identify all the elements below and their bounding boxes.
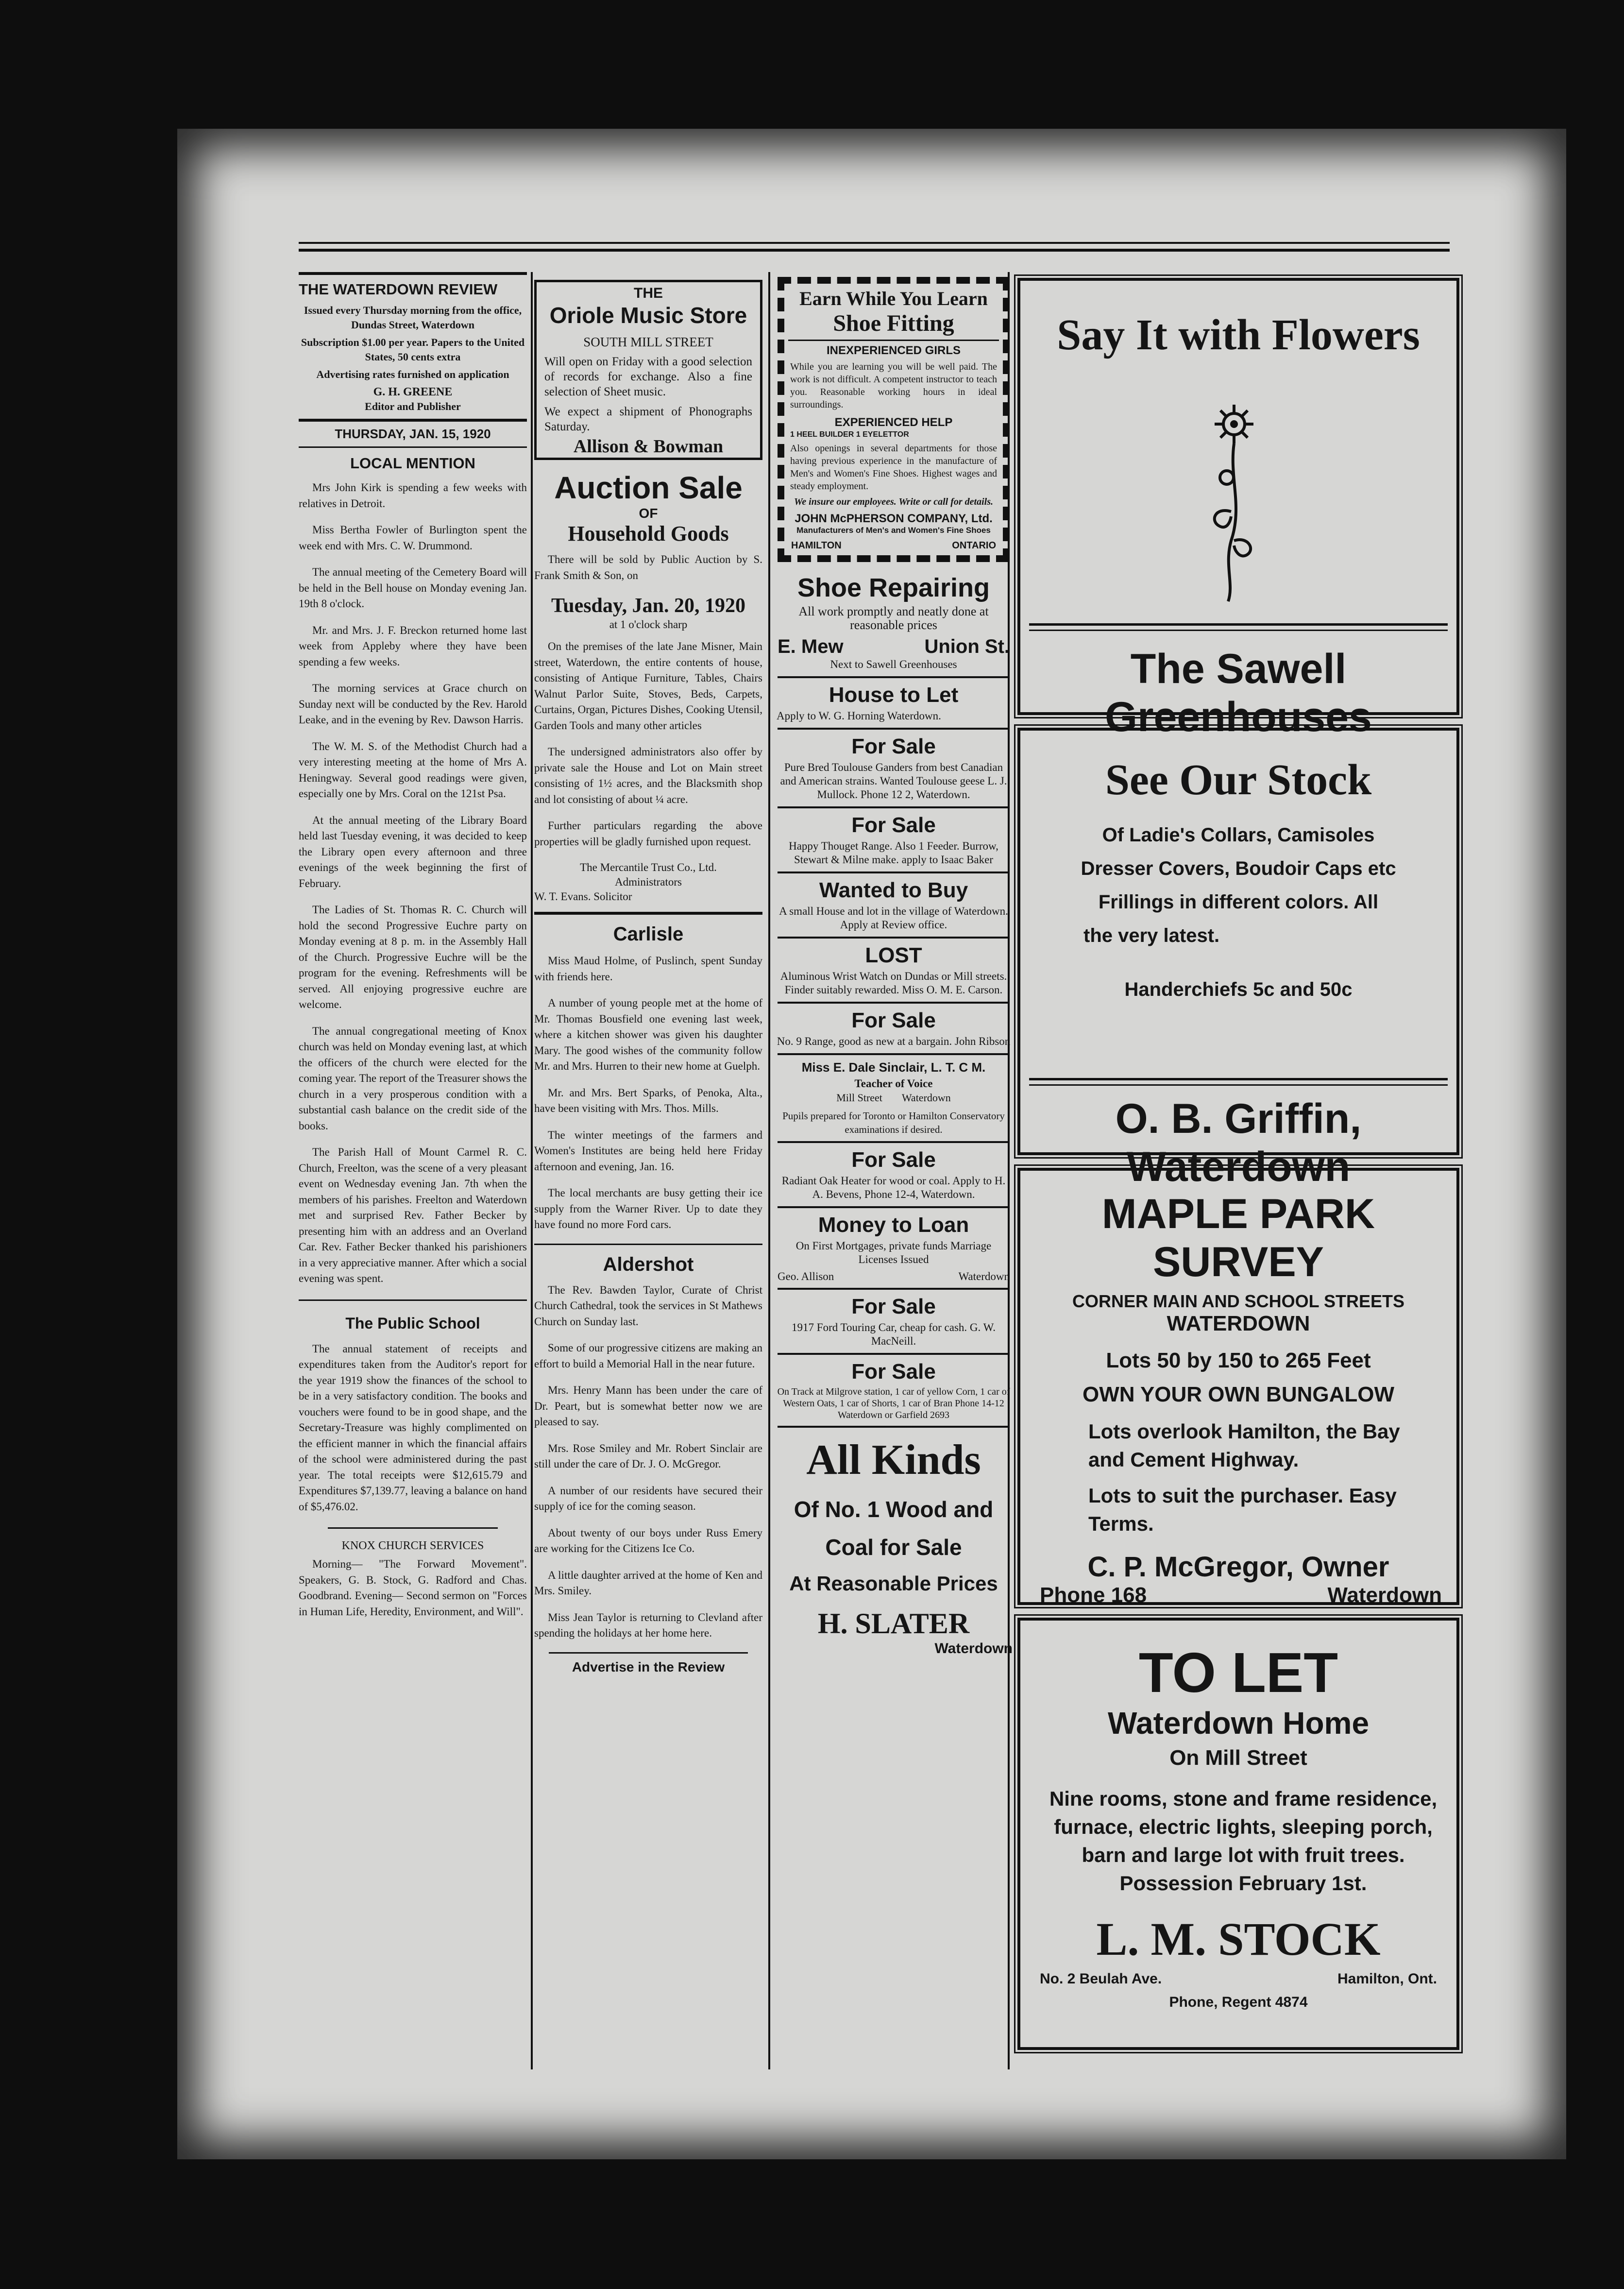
- top-rule-thick: [299, 249, 1450, 252]
- oriole-owners: Allison & Bowman: [573, 436, 724, 457]
- oriole-name: Oriole Music Store: [549, 303, 747, 328]
- stock-price: Handerchiefs 5c and 50c: [1124, 979, 1353, 1000]
- news-item: Miss Bertha Fowler of Burlington spent the week end with Mrs. C. W. Drummond.: [299, 524, 527, 552]
- loan-name: Geo. Allison: [778, 1270, 834, 1282]
- auction-trust: The Mercantile Trust Co., Ltd.: [580, 861, 717, 873]
- issue-date: THURSDAY, JAN. 15, 1920: [335, 427, 491, 441]
- aldershot-item: Mrs. Rose Smiley and Mr. Robert Sinclair are still under the care of Dr. J. O. McGregor.: [534, 1442, 762, 1470]
- classified-text: Radiant Oak Heater for wood or coal. Apply to H. A. Bevens, Phone 12-4, Waterdown.: [781, 1175, 1006, 1200]
- column-2: [534, 272, 762, 1675]
- auction-subtitle: Household Goods: [568, 522, 729, 546]
- slater-line: Of No. 1 Wood and: [794, 1497, 994, 1522]
- classified-text: No. 9 Range, good as new at a bargain. John Ribson: [777, 1035, 1011, 1047]
- to-let-address: No. 2 Beulah Ave.: [1040, 1971, 1162, 1987]
- aldershot-item: The Rev. Bawden Taylor, Curate of Christ Church Cathedral, took the services in St Mathews Church on Sunday last.: [534, 1283, 762, 1328]
- editor-role: Editor and Publisher: [365, 400, 461, 412]
- auction-solicitor: W. T. Evans. Solicitor: [534, 890, 632, 903]
- oriole-the: THE: [634, 285, 663, 301]
- maple-owner: C. P. McGregor, Owner: [1087, 1551, 1389, 1583]
- stock-line: Frillings in different colors. All: [1098, 891, 1379, 913]
- loan-town: Waterdown: [958, 1270, 1010, 1282]
- masthead-title: THE WATERDOWN REVIEW: [299, 281, 498, 298]
- classified-text: On First Mortgages, private funds Marriage Licenses Issued: [795, 1240, 992, 1265]
- classified-text: 1917 Ford Touring Car, cheap for cash. G. W. MacNeill.: [792, 1321, 996, 1347]
- auction-of: OF: [639, 506, 658, 521]
- stock-title: See Our Stock: [1105, 756, 1372, 804]
- top-rule: [299, 242, 1450, 244]
- news-item: The W. M. S. of the Methodist Church had a very interesting meeting at the home of Mrs A. Heningway. Several good readings were given, especially one by Mrs. Coral on the 121st Psa.: [299, 740, 527, 800]
- auction-intro: There will be sold by Public Auction by S. Frank Smith & Son, on: [534, 553, 762, 581]
- aldershot-item: About twenty of our boys under Russ Emery are working for the Citizens Ice Co.: [534, 1526, 762, 1554]
- column-1: [299, 272, 527, 1630]
- news-item: Mr. and Mrs. J. F. Breckon returned home last week from Appleby where they have been spending a few weeks.: [299, 624, 527, 668]
- carlisle-item: Mr. and Mrs. Bert Sparks, of Penoka, Alta., have been visiting with Mrs. Thos. Mills.: [534, 1086, 762, 1114]
- maple-park-ad: [1017, 1168, 1459, 1605]
- maple-sub-1: CORNER MAIN AND SCHOOL STREETS: [1072, 1291, 1405, 1311]
- stock-business: O. B. Griffin, Waterdown: [1115, 1095, 1362, 1190]
- oriole-text-2: We expect a shipment of Phonographs Saturday.: [544, 405, 752, 433]
- column-4: [1013, 272, 1464, 2050]
- carlisle-item: Miss Maud Holme, of Puslinch, spent Sunday with friends here.: [534, 955, 762, 983]
- stock-line: the very latest.: [1083, 925, 1220, 946]
- classified-heading: For Sale: [851, 1295, 936, 1318]
- news-item: The morning services at Grace church on Sunday next will be conducted by the Rev. Harold Leake, and in the evening by Rev. Dawson Harris.: [299, 682, 527, 726]
- auction-date: Tuesday, Jan. 20, 1920: [551, 595, 745, 617]
- earn-while-you-learn-ad: [778, 277, 1010, 562]
- sinclair-town: Waterdown: [901, 1092, 951, 1104]
- earn-inexperienced-text: While you are learning you will be well paid. The work is not difficult. A competent instructor to teach you. Reasonable working hours in ideal surroundings.: [790, 361, 997, 410]
- knox-heading: KNOX CHURCH SERVICES: [341, 1539, 484, 1552]
- maple-lots: Lots 50 by 150 to 265 Feet: [1106, 1349, 1371, 1372]
- earn-company: JOHN McPHERSON COMPANY, Ltd.: [795, 512, 993, 525]
- news-item: The annual meeting of the Cemetery Board will be held in the Bell house on Monday evening Jan. 19th 8 o'clock.: [299, 566, 527, 610]
- to-let-city: Hamilton, Ont.: [1337, 1971, 1437, 1987]
- classified-heading: For Sale: [851, 735, 936, 758]
- aldershot-heading: Aldershot: [603, 1253, 694, 1275]
- carlisle-heading: Carlisle: [613, 923, 684, 945]
- stock-line: Of Ladie's Collars, Camisoles: [1102, 824, 1375, 846]
- news-item: The Parish Hall of Mount Carmel R. C. Church, Freelton, was the scene of a very pleasant event on Wednesday evening Jan. 7th when the members of his parishes. Freelton and Waterdown met and surprised Rev. Father Becker by presenting him with an address and an Overland Car. Rev. Father Becker thanked his parishioners in a very appreciative manner. After which a social evening was spent.: [299, 1146, 527, 1284]
- earn-province: ONTARIO: [952, 540, 996, 551]
- stock-line: Dresser Covers, Boudoir Caps etc: [1081, 858, 1396, 879]
- auction-admin: Administrators: [615, 876, 682, 888]
- news-item: At the annual meeting of the Library Board held last Tuesday evening, it was decided to keep the Library open every afternoon and three evenings of the week beginning the first of February.: [299, 814, 527, 889]
- maple-overlook: Lots overlook Hamilton, the Bay and Cement Highway.: [1088, 1420, 1400, 1471]
- knox-text: Morning— "The Forward Movement". Speakers, G. B. Stock, G. Radford and Chas. Goodbrand. Evening— Second sermon on "Forces in Human Life, Heredity, Environment, and Will".: [299, 1558, 527, 1618]
- earn-inexperienced: INEXPERIENCED GIRLS: [826, 344, 961, 357]
- auction-details: The undersigned administrators also offer by private sale the House and Lot on Main street consisting of 1½ acres, and the Blacksmith shop and lot consisting of about ¼ acre.: [534, 746, 762, 805]
- public-school-text: The annual statement of receipts and expenditures taken from the Auditor's report for the year 1919 show the finances of the school to be in a very satisfactory condition. The books and vouchers were found to be in good shape, and the Secretary-Treasure was highly complimented on the efficient manner in which the financial affairs of the school were administered during the past year. The total receipts were $12,615.79 and Expenditures $7,139.77, leaving a balance on hand of $5,476.02.: [299, 1342, 527, 1513]
- aldershot-item: A number of our residents have secured their supply of ice for the coming season.: [534, 1484, 762, 1512]
- aldershot-item: Miss Jean Taylor is returning to Clevland after spending the holidays at her home here.: [534, 1611, 762, 1639]
- classified-heading: For Sale: [851, 813, 936, 837]
- carlisle-item: A number of young people met at the home of Mr. Thomas Bousfield one evening last week, where a kitchen shower was given his daughter Mary. The good wishes of the community follow Mr. and Mrs. Hurren to their new home at Guelph.: [534, 997, 762, 1072]
- aldershot-item: Some of our progressive citizens are making an effort to build a Memorial Hall in the near future.: [534, 1342, 762, 1370]
- sinclair-street: Mill Street: [836, 1092, 882, 1104]
- to-let-text: Nine rooms, stone and frame residence, furnace, electric lights, sleeping porch, barn and large lot with fruit trees. Possession February 1st.: [1049, 1787, 1438, 1895]
- flowers-ad: [1017, 278, 1459, 740]
- earn-title: Earn While You Learn: [799, 288, 988, 309]
- earn-company-sub: Manufacturers of Men's and Women's Fine Shoes: [796, 526, 991, 535]
- classified-text: Apply to W. G. Horning Waterdown.: [777, 710, 941, 722]
- maple-phone: Phone 168: [1040, 1583, 1147, 1607]
- classified-text: On Track at Milgrove station, 1 car of yellow Corn, 1 car of Western Oats, 1 car of Shorts, 1 car of Bran Phone 14-12 Waterdown or Garfield 2693: [777, 1386, 1010, 1420]
- earn-shoe-fitting: Shoe Fitting: [833, 310, 954, 336]
- oriole-music-ad: [534, 280, 762, 460]
- news-item: Mrs John Kirk is spending a few weeks with relatives in Detroit.: [299, 481, 527, 510]
- classified-heading: House to Let: [829, 683, 959, 707]
- earn-experienced-text: Also openings in several departments for those having previous experience in the manufacture of Men's and Women's Fine Shoes. Highest wages and steady employment.: [790, 443, 997, 492]
- shoe-repair-text: All work promptly and neatly done at reasonable prices: [798, 604, 989, 632]
- masthead-issued: Issued every Thursday morning from the office, Dundas Street, Waterdown: [304, 304, 522, 331]
- editor-name: G. H. GREENE: [373, 386, 453, 398]
- column-3: [775, 272, 1013, 1657]
- sinclair-text: Pupils prepared for Toronto or Hamilton Conservatory examinations if desired.: [782, 1110, 1005, 1135]
- classified-text: Aluminous Wrist Watch on Dundas or Mill streets. Finder suitably rewarded. Miss O. M. E. Carson.: [780, 970, 1007, 996]
- classified-text: Happy Thouget Range. Also 1 Feeder. Burrow, Stewart & Milne make. apply to Isaac Baker: [789, 840, 998, 866]
- masthead-subscription: Subscription $1.00 per year. Papers to the United States, 50 cents extra: [301, 336, 525, 363]
- slater-name: H. SLATER: [817, 1607, 970, 1640]
- auction-time: at 1 o'clock sharp: [609, 618, 688, 631]
- local-mention-heading: LOCAL MENTION: [350, 455, 475, 472]
- maple-town: Waterdown: [1327, 1583, 1442, 1607]
- slater-title: All Kinds: [806, 1436, 981, 1484]
- news-item: The annual congregational meeting of Knox church was held on Monday evening last, at which the officers of the church were elected for the coming year. The report of the Treasurer shows the church in a very prosperous condition with a substantial cash balance on the credit side of the books.: [299, 1025, 527, 1132]
- carlisle-item: The winter meetings of the farmers and Women's Institutes are being held here Friday afternoon and evening, Jan. 16.: [534, 1128, 762, 1173]
- classified-text: Pure Bred Toulouse Ganders from best Canadian and American strains. Wanted Toulouse geese L. J. Mullock. Phone 12 2, Waterdown.: [780, 761, 1007, 801]
- classified-heading: Money to Loan: [818, 1213, 969, 1237]
- aldershot-item: Mrs. Henry Mann has been under the care of Dr. Peart, but is somewhat better now we are pleased to say.: [534, 1384, 762, 1428]
- to-let-name: L. M. STOCK: [1096, 1913, 1381, 1965]
- griffin-stock-ad: [1017, 728, 1459, 1190]
- oriole-text-1: Will open on Friday with a good selection of records for exchange. Also a fine selection of Sheet music.: [544, 355, 752, 398]
- slater-line: At Reasonable Prices: [789, 1572, 998, 1595]
- slater-town: Waterdown: [934, 1640, 1013, 1657]
- earn-city: HAMILTON: [791, 540, 842, 551]
- classified-heading: For Sale: [851, 1360, 936, 1384]
- classified-heading: For Sale: [851, 1008, 936, 1032]
- sinclair-role: Teacher of Voice: [854, 1077, 933, 1090]
- maple-sub-2: WATERDOWN: [1167, 1312, 1310, 1335]
- earn-insure: We insure our employees. Write or call for details.: [794, 496, 993, 507]
- to-let-sub: Waterdown Home: [1107, 1706, 1370, 1741]
- to-let-phone: Phone, Regent 4874: [1169, 1994, 1308, 2010]
- auction-details: Further particulars regarding the above properties will be gladly furnished upon request.: [534, 820, 762, 848]
- shoe-repair-street: Union St.: [924, 636, 1010, 657]
- flowers-business: The Sawell Greenhouses: [1105, 646, 1372, 740]
- auction-details: On the premises of the late Jane Misner, Main street, Waterdown, the entire contents of house, consisting of Antique Furniture, Tables, Chairs Walnut Parlor Suite, Stoves, Beds, Carpets, Curtains, Organ, Pictures Dishes, Cooking Utensil, Garden Tools and many other articles: [534, 640, 762, 732]
- sinclair-name: Miss E. Dale Sinclair, L. T. C M.: [801, 1060, 986, 1075]
- masthead-advertising: Advertising rates furnished on application: [316, 368, 509, 380]
- aldershot-item: A little daughter arrived at the home of Ken and Mrs. Smiley.: [534, 1569, 762, 1597]
- flowers-title: Say It with Flowers: [1057, 311, 1420, 359]
- shoe-repair-next: Next to Sawell Greenhouses: [830, 658, 957, 670]
- classified-heading: Wanted to Buy: [819, 878, 968, 902]
- maple-bungalow: OWN YOUR OWN BUNGALOW: [1082, 1383, 1395, 1406]
- classified-heading: For Sale: [851, 1148, 936, 1172]
- maple-suit: Lots to suit the purchaser. Easy Terms.: [1088, 1484, 1397, 1535]
- to-let-street: On Mill Street: [1169, 1746, 1307, 1770]
- news-item: The Ladies of St. Thomas R. C. Church will hold the second Progressive Euchre party on Monday evening at 8 p. m. in the Assembly Hall of the Church. Progressive Euchre will be the program for the evening. Refreshments will be served. All enjoying progressive euchre are welcome.: [299, 904, 527, 1010]
- to-let-title: TO LET: [1138, 1641, 1338, 1704]
- to-let-ad: [1017, 1618, 1459, 2050]
- shoe-repair-name: E. Mew: [778, 636, 844, 657]
- advertise-footer: Advertise in the Review: [572, 1659, 725, 1674]
- carlisle-item: The local merchants are busy getting their ice supply from the Warner River. Up to date they have found no more Ford cars.: [534, 1187, 762, 1230]
- auction-title: Auction Sale: [554, 470, 743, 505]
- column-divider: [531, 272, 533, 2069]
- earn-experienced: EXPERIENCED HELP: [834, 416, 953, 429]
- maple-title: MAPLE PARK SURVEY: [1101, 1191, 1375, 1285]
- public-school-heading: The Public School: [345, 1314, 480, 1332]
- classified-text: A small House and lot in the village of Waterdown. Apply at Review office.: [779, 905, 1008, 931]
- column-divider: [768, 272, 770, 2069]
- slater-line: Coal for Sale: [825, 1535, 962, 1560]
- classified-heading: LOST: [865, 943, 922, 967]
- oriole-street: SOUTH MILL STREET: [583, 335, 713, 349]
- shoe-repair-title: Shoe Repairing: [797, 573, 990, 602]
- flower-icon: [1200, 395, 1268, 604]
- earn-roles: 1 HEEL BUILDER 1 EYELETTOR: [790, 430, 909, 439]
